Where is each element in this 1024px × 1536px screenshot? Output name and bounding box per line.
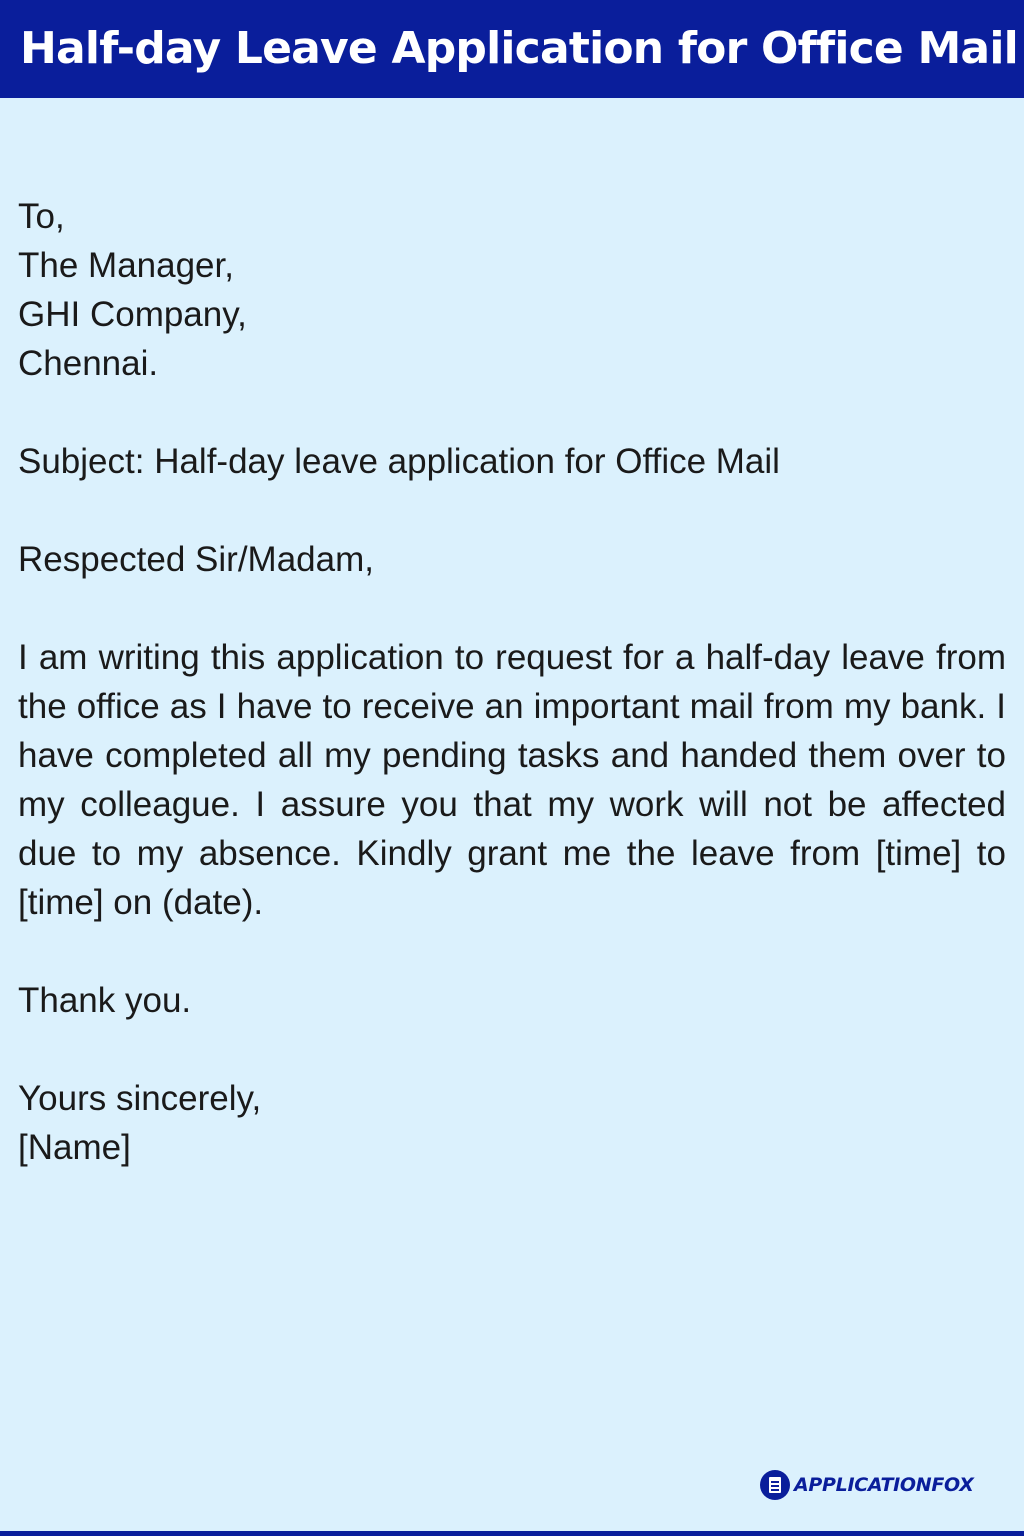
closing-line: Yours sincerely, [18,1079,262,1118]
body-paragraph: I am writing this application to request for a half-day leave from the office as I have to receive an important mail from my bank. I have completed all my pending tasks and handed them over to my colleague. I assure you that my work will not be affected due to my absence. Kindly grant me the leave from [time] to [time] on (date). [18,638,1006,922]
address-line-city: Chennai. [18,344,159,383]
address-line-company: GHI Company, [18,295,247,334]
address-line-to: To, [18,197,65,236]
thanks-line: Thank you. [18,981,192,1020]
brand-logo [760,1468,974,1502]
address-line-recipient: The Manager, [18,246,234,285]
brand-name: APPLICATIONFOX [794,1474,974,1496]
page-header [0,0,1024,98]
page-title: Half-day Leave Application for Office Mail [20,23,1018,74]
signature-line: [Name] [18,1128,131,1167]
letter-body [18,192,1006,1172]
document-icon [760,1470,790,1500]
salutation: Respected Sir/Madam, [18,540,374,579]
subject-line: Subject: Half-day leave application for Office Mail [18,442,780,481]
bottom-bar [0,1531,1024,1536]
